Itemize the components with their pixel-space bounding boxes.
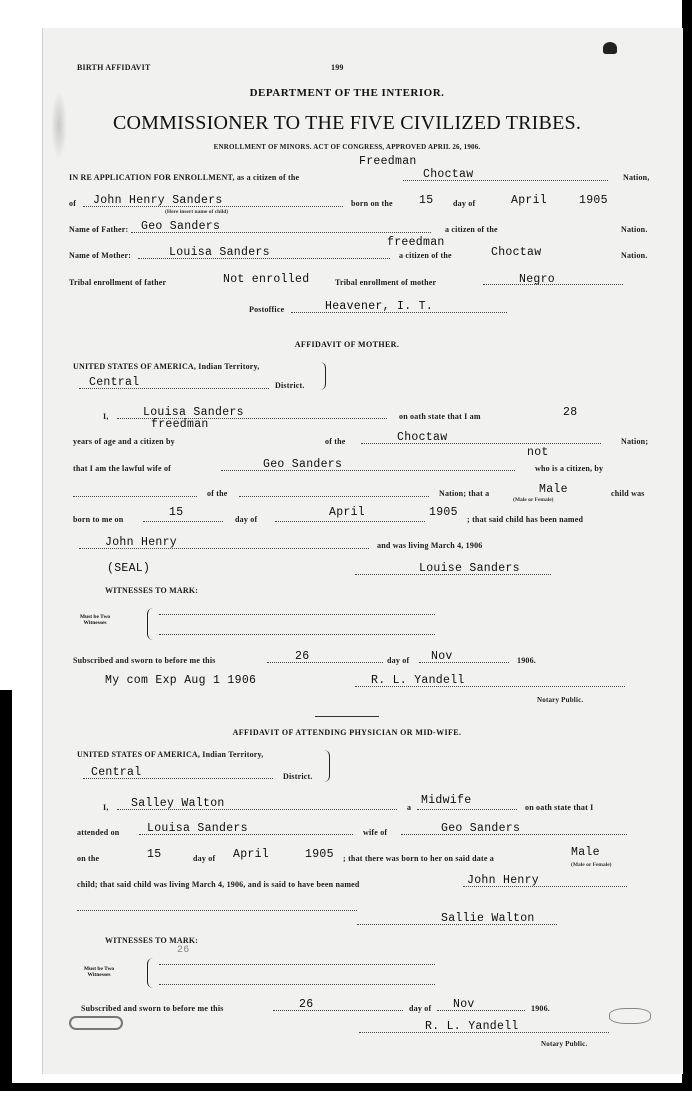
mother-signature: Louise Sanders [419,562,520,575]
living-label: and was living March 4, 1906 [377,541,483,550]
field-line [417,809,517,810]
brace [323,750,330,782]
day-of-label-m: day of [235,515,258,524]
usa-line-1: UNITED STATES OF AMERICA, Indian Territory, [73,362,260,371]
child-name-hint: (Here insert name of child) [165,209,229,215]
signature-line [359,1032,609,1033]
child-was-label: child was [611,489,645,498]
oath-label: on oath state that I am [399,412,481,421]
father-enrollment-label: Tribal enrollment of father [69,278,167,287]
form-type: BIRTH AFFIDAVIT [77,63,151,72]
sworn-month-2: Nov [453,998,475,1011]
field-line [83,778,273,779]
field-line [77,910,357,911]
clip-mark [69,1016,123,1030]
i-label-2: I, [103,803,109,812]
field-line [419,662,509,663]
notary-name-2: R. L. Yandell [425,1020,519,1033]
field-line [139,834,353,835]
sworn-label-2: Subscribed and sworn to before me this [81,1004,224,1013]
named-label: ; that said child has been named [467,515,584,524]
mother-affidavit-title: AFFIDAVIT OF MOTHER. [294,340,400,349]
mother-enrollment-label: Tribal enrollment of mother [335,278,437,287]
field-line [401,834,627,835]
witness-line [159,984,435,985]
district-label-2: District. [283,772,313,781]
field-line [275,521,425,522]
mother-age: 28 [563,406,578,419]
signature-line [357,924,557,925]
district-2: Central [91,766,142,779]
postoffice-label: Postoffice [249,305,285,314]
seal: (SEAL) [107,562,151,575]
nation-value: Choctaw [423,168,474,181]
postoffice: Heavener, I. T. [325,300,434,313]
birth-year: 1905 [579,194,608,207]
sex-hint: (Male or Female) [513,497,554,503]
brace [319,362,326,390]
occupation: Midwife [421,794,472,807]
wife-of-label: wife of [363,828,388,837]
nation-label: Nation, [623,173,650,182]
field-line [267,662,383,663]
notary-commission: My com Exp Aug 1 1906 [105,674,257,687]
child-sex: Male [539,483,568,496]
patient-name: Louisa Sanders [147,822,248,835]
notary-name-1: R. L. Yandell [371,674,465,687]
punch-hole-mark [603,42,617,54]
physician-affidavit-title: AFFIDAVIT OF ATTENDING PHYSICIAN OR MID-WIFE. [232,728,462,737]
notary-label-2: Notary Public. [541,1040,588,1048]
mother-affiant: Louisa Sanders [143,406,244,419]
nation-label-3: Nation. [621,251,648,260]
scan-border-bottom [0,1083,692,1091]
commission-heading: COMMISSIONER TO THE FIVE CIVILIZED TRIBES. [112,112,582,134]
physician-child-name: John Henry [467,874,540,887]
scan-border-right [682,0,692,1090]
witness-line [159,614,435,615]
physician-month: April [233,848,270,861]
mother-affidavit-nation: Choctaw [397,431,448,444]
day-of-label-p: day of [193,854,216,863]
must-be-two-1: Must be Two Witnesses [79,614,111,626]
witness-mark: 26 [177,945,190,956]
field-line [79,548,369,549]
born-year: 1905 [429,506,458,519]
born-month: April [329,506,366,519]
sex-hint-2: (Male or Female) [571,862,612,868]
born-on-label: born on the [351,199,393,208]
father-enrollment: Not enrolled [223,273,310,286]
birth-month: April [511,194,548,207]
physician-sex: Male [571,846,600,859]
district-label-1: District. [275,381,305,390]
must-be-two-2: Must be Two Witnesses [83,966,115,978]
signature-line [355,686,625,687]
physician-signature: Sallie Walton [441,912,535,925]
wife-label: that I am the lawful wife of [73,464,172,473]
of-label: of [69,199,77,208]
field-line [117,809,397,810]
sworn-year-2: 1906. [531,1004,550,1013]
nation-label-m: Nation; [621,437,649,446]
sworn-month-1: Nov [431,650,453,663]
mother-status-added: freedman [387,236,445,249]
field-line [273,1010,403,1011]
act-line: ENROLLMENT OF MINORS. ACT OF CONGRESS, APPROVED APRIL 26, 1906. [213,143,481,151]
day-of-label: day of [453,199,476,208]
field-line [361,443,601,444]
field-line [239,496,429,497]
born-to-me-label: born to me on [73,515,124,524]
district-1: Central [89,376,140,389]
field-line [143,521,223,522]
witness-line [159,964,435,965]
clip-mark-right [609,1008,651,1024]
citizen-label: who is a citizen, by [535,464,604,473]
field-line [437,1010,525,1011]
child-living-line: child; that said child was living March 4, 1906, and is said to have been named [77,880,360,889]
mother-name: Louisa Sanders [169,246,270,259]
attended-label: attended on [77,828,120,837]
born-to-her-label: ; that there was born to her on said date a [343,854,494,863]
sworn-day-2: 26 [299,998,314,1011]
of-the-label: of the [325,437,346,446]
father-label: Name of Father: [69,225,129,234]
years-label: years of age and a citizen by [73,437,175,446]
sworn-dayof-label-2: day of [409,1004,432,1013]
status-added-freedman: Freedman [359,155,417,168]
sworn-year-1: 1906. [517,656,536,665]
mother-nation: Choctaw [491,246,542,259]
application-intro: IN RE APPLICATION FOR ENROLLMENT, as a citizen of the [69,173,300,182]
field-line [73,496,197,497]
mother-label: Name of Mother: [69,251,132,260]
husband-name: Geo Sanders [263,458,343,471]
witnesses-label-1: WITNESSES TO MARK: [105,586,199,595]
on-the-label: on the [77,854,100,863]
sworn-dayof-label-1: day of [387,656,410,665]
notary-label-1: Notary Public. [537,696,584,704]
signature-line [355,574,551,575]
physician-husband: Geo Sanders [441,822,521,835]
scan-border-left [0,690,12,1090]
mother-enrollment: Negro [519,273,556,286]
field-line [463,886,627,887]
nation-label-2: Nation. [621,225,648,234]
of-line-label: of the [207,489,228,498]
department-heading: DEPARTMENT OF THE INTERIOR. [249,87,445,99]
field-line [79,388,269,389]
nation-that-label: Nation; that a [439,489,490,498]
section-divider [315,716,379,717]
not-added: not [527,446,549,459]
usa-line-2: UNITED STATES OF AMERICA, Indian Territory, [77,750,264,759]
mother-status-added-2: freedman [151,418,209,431]
witness-line [159,634,435,635]
i-label: I, [103,412,109,421]
sworn-label-1: Subscribed and sworn to before me this [73,656,216,665]
child-name: John Henry Sanders [93,194,223,207]
page-number: 199 [331,63,344,72]
birth-day: 15 [419,194,434,207]
mother-child-name: John Henry [105,536,178,549]
field-line [221,470,515,471]
physician-affiant: Salley Walton [131,797,225,810]
father-name: Geo Sanders [141,220,221,233]
witnesses-label-2: WITNESSES TO MARK: [105,936,199,945]
document-page [42,28,683,1074]
sworn-day-1: 26 [295,650,310,663]
a-label: a [407,803,412,812]
physician-day: 15 [147,848,162,861]
physician-year: 1905 [305,848,334,861]
citizen-of-label-mother: a citizen of the [399,251,452,260]
citizen-of-label: a citizen of the [445,225,498,234]
born-day: 15 [169,506,184,519]
field-line [483,284,623,285]
oath-label-2: on oath state that I [525,803,594,812]
witness-brace-2 [147,958,154,988]
witness-brace-1 [147,608,154,640]
